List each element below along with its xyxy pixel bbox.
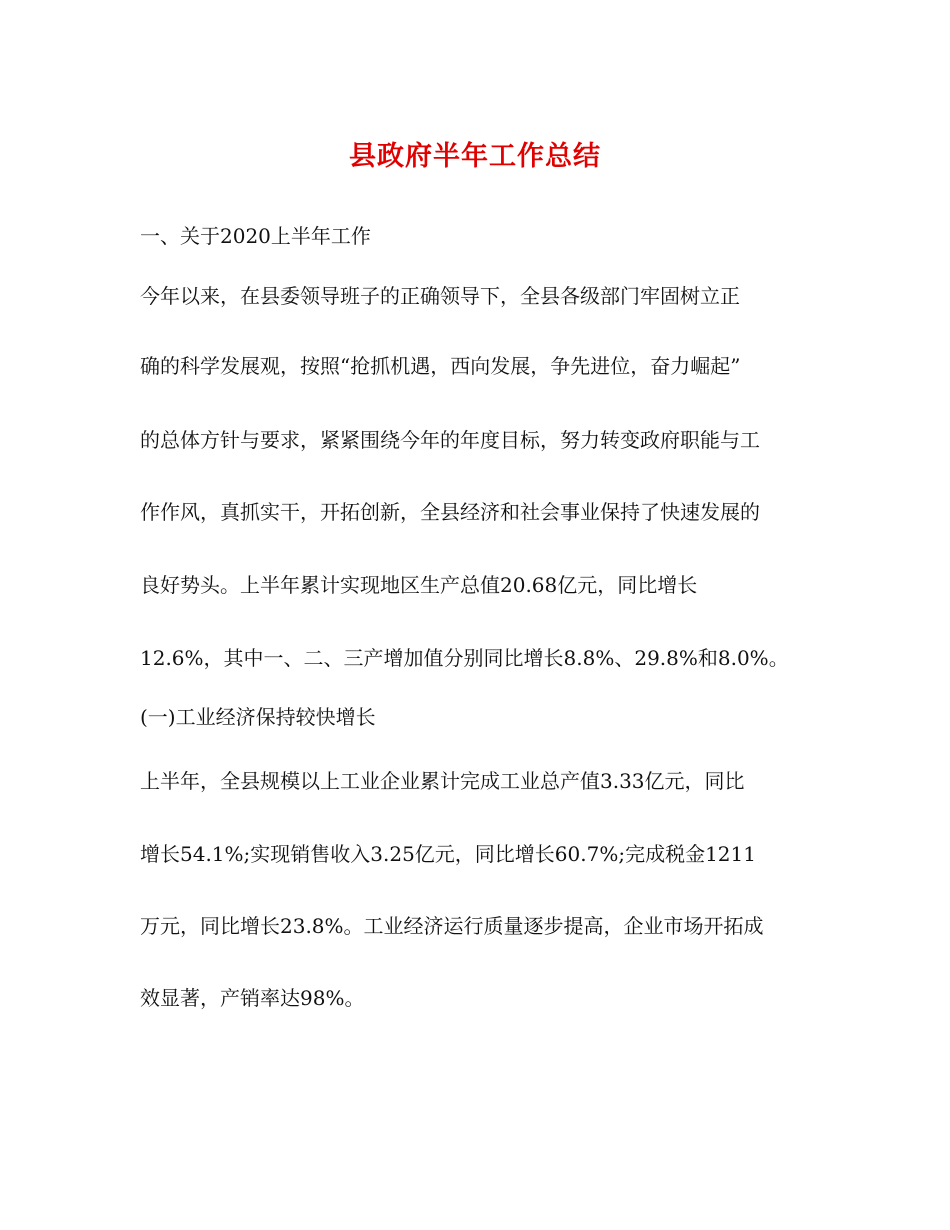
paragraph-line: 12.6%，其中一、二、三产增加值分别同比增长8.8%、29.8%和8.0%。 [140,646,789,670]
paragraph-line: 上半年，全县规模以上工业企业累计完成工业总产值3.33亿元，同比 [140,769,745,793]
section-heading: 一、关于2020上半年工作 [140,224,371,248]
paragraph-line: 万元，同比增长23.8%。工业经济运行质量逐步提高，企业市场开拓成 [140,914,764,938]
paragraph-line: 的总体方针与要求，紧紧围绕今年的年度目标，努力转变政府职能与工 [140,428,760,452]
paragraph-line: 作作风，真抓实干，开拓创新，全县经济和社会事业保持了快速发展的 [140,500,760,524]
document-title: 县政府半年工作总结 [349,141,601,172]
paragraph-line: 今年以来，在县委领导班子的正确领导下，全县各级部门牢固树立正 [140,284,740,308]
subsection-heading: (一)工业经济保持较快增长 [140,705,376,729]
paragraph-line: 效显著，产销率达98%。 [140,986,365,1010]
paragraph-line: 增长54.1%;实现销售收入3.25亿元，同比增长60.7%;完成税金1211 [140,842,756,866]
paragraph-line: 良好势头。上半年累计实现地区生产总值20.68亿元，同比增长 [140,573,698,597]
paragraph-line: 确的科学发展观，按照“抢抓机遇，西向发展，争先进位，奋力崛起” [140,354,741,378]
